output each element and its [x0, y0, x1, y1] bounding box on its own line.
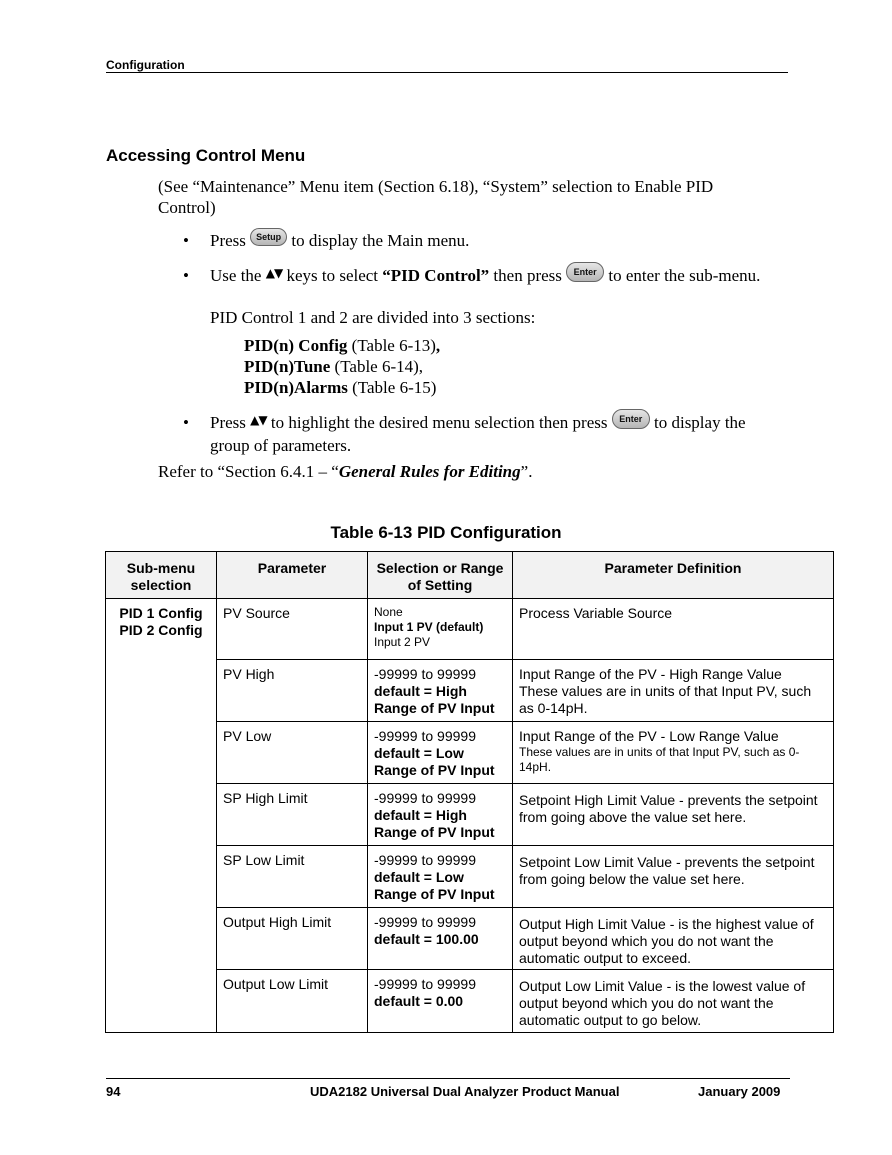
bullet-marker: • [183, 231, 189, 250]
definition-cell: Process Variable Source [513, 599, 834, 660]
section-punct: , [435, 336, 441, 355]
param-cell: SP High Limit [217, 784, 368, 846]
bullet-text: to enter the sub-menu. [608, 266, 761, 285]
section-heading: Accessing Control Menu [106, 146, 306, 165]
bullet-text: to display the Main menu. [291, 231, 470, 250]
section-item [244, 335, 440, 356]
section-ref: (Table 6-15) [352, 378, 437, 397]
page-header [106, 58, 788, 73]
refer-link-text: General Rules for Editing [338, 462, 521, 481]
setup-key-icon: Setup [250, 228, 287, 246]
definition-cell: Setpoint Low Limit Value - prevents the setpoint from going below the value set here. [513, 846, 834, 908]
enter-key-icon: Enter [566, 262, 604, 282]
bullet-text: Use the [210, 266, 262, 285]
bullet-text: Press [210, 231, 246, 250]
bullet-highlight [210, 412, 785, 456]
col-header: Selection or Range of Setting [368, 552, 513, 599]
up-down-arrows-icon: ▲▼ [265, 266, 283, 280]
sections-intro: PID Control 1 and 2 are divided into 3 sections: [210, 308, 536, 327]
selection-range: -99999 to 99999 [374, 852, 476, 868]
table-row [106, 599, 834, 660]
definition-cell [513, 660, 834, 722]
enter-key-icon: Enter [612, 409, 650, 429]
definition-note: These values are in units of that Input PV, such as 0-14pH. [519, 683, 812, 716]
refer-text: ”. [520, 462, 533, 481]
selection-cell [368, 784, 513, 846]
table-header-row [106, 552, 834, 599]
definition-cell [513, 722, 834, 784]
bullet-marker: • [183, 413, 189, 432]
refer-text: Refer to “Section 6.4.1 – “ [158, 462, 339, 481]
pid-control-label: “PID Control” [382, 266, 490, 285]
definition-text: Input Range of the PV - Low Range Value [519, 728, 779, 744]
publication-date: January 2009 [698, 1084, 781, 1099]
selection-range: -99999 to 99999 [374, 790, 476, 806]
selection-default: default = High Range of PV Input [374, 683, 495, 716]
selection-cell [368, 599, 513, 660]
param-cell: SP Low Limit [217, 846, 368, 908]
bullet-text: then press [493, 266, 562, 285]
bullet-text: keys to select [286, 266, 379, 285]
section-name: PID(n)Alarms [244, 378, 348, 397]
section-ref: (Table 6-13) [351, 336, 436, 355]
up-down-arrows-icon: ▲▼ [250, 413, 267, 427]
refer-paragraph [158, 461, 758, 482]
selection-range: -99999 to 99999 [374, 666, 476, 682]
bullet-setup [210, 230, 780, 251]
header-section-title: Configuration [106, 58, 185, 72]
param-cell: PV High [217, 660, 368, 722]
submenu-item: PID 2 Config [119, 622, 203, 638]
selection-default: default = 100.00 [374, 931, 479, 947]
col-header: Sub-menu selection [106, 552, 217, 599]
definition-note: These values are in units of that Input PV, such as 0-14pH. [519, 745, 800, 774]
section-name: PID(n)Tune [244, 357, 331, 376]
section-item [244, 356, 423, 377]
submenu-item: PID 1 Config [119, 605, 203, 621]
intro-paragraph: (See “Maintenance” Menu item (Section 6.18), “System” selection to Enable PID Control) [158, 177, 714, 217]
selection-cell [368, 722, 513, 784]
manual-title: UDA2182 Universal Dual Analyzer Product Manual [310, 1084, 620, 1099]
col-header: Parameter Definition [513, 552, 834, 599]
submenu-cell [106, 599, 217, 1033]
selection-cell [368, 660, 513, 722]
page-footer [106, 1078, 790, 1099]
page-number: 94 [106, 1084, 121, 1099]
bullet-text: Press [210, 413, 246, 432]
definition-cell: Output Low Limit Value - is the lowest value of output beyond which you do not want the automatic output to go below. [513, 970, 834, 1033]
param-cell: PV Source [217, 599, 368, 660]
param-cell: Output Low Limit [217, 970, 368, 1033]
selection-range: -99999 to 99999 [374, 728, 476, 744]
section-item [244, 377, 436, 398]
selection-default: default = 0.00 [374, 993, 464, 1009]
definition-text: Input Range of the PV - High Range Value [519, 666, 782, 682]
selection-option: None [374, 605, 403, 619]
bullet-text: to highlight the desired menu selection then press [270, 413, 608, 432]
selection-cell [368, 908, 513, 970]
pid-config-table [105, 551, 834, 1033]
selection-default: default = Low Range of PV Input [374, 869, 495, 902]
section-name: PID(n) Config [244, 336, 348, 355]
bullet-text: to display the group of parameters. [210, 413, 746, 455]
definition-cell: Setpoint High Limit Value - prevents the setpoint from going above the value set here. [513, 784, 834, 846]
bullet-marker: • [183, 266, 189, 285]
section-ref: (Table 6-14), [334, 357, 424, 376]
selection-default: default = High Range of PV Input [374, 807, 495, 840]
selection-range: -99999 to 99999 [374, 976, 476, 992]
definition-cell: Output High Limit Value - is the highest value of output beyond which you do not want the automatic output to exceed. [513, 908, 834, 970]
bullet-select-pid [210, 265, 780, 288]
col-header: Parameter [217, 552, 368, 599]
selection-default: default = Low Range of PV Input [374, 745, 495, 778]
selection-option: Input 1 PV (default) [374, 620, 484, 634]
selection-option: Input 2 PV [374, 635, 431, 649]
table-title: Table 6-13 PID Configuration [330, 523, 562, 542]
param-cell: PV Low [217, 722, 368, 784]
selection-cell [368, 970, 513, 1033]
param-cell: Output High Limit [217, 908, 368, 970]
selection-cell [368, 846, 513, 908]
selection-range: -99999 to 99999 [374, 914, 476, 930]
